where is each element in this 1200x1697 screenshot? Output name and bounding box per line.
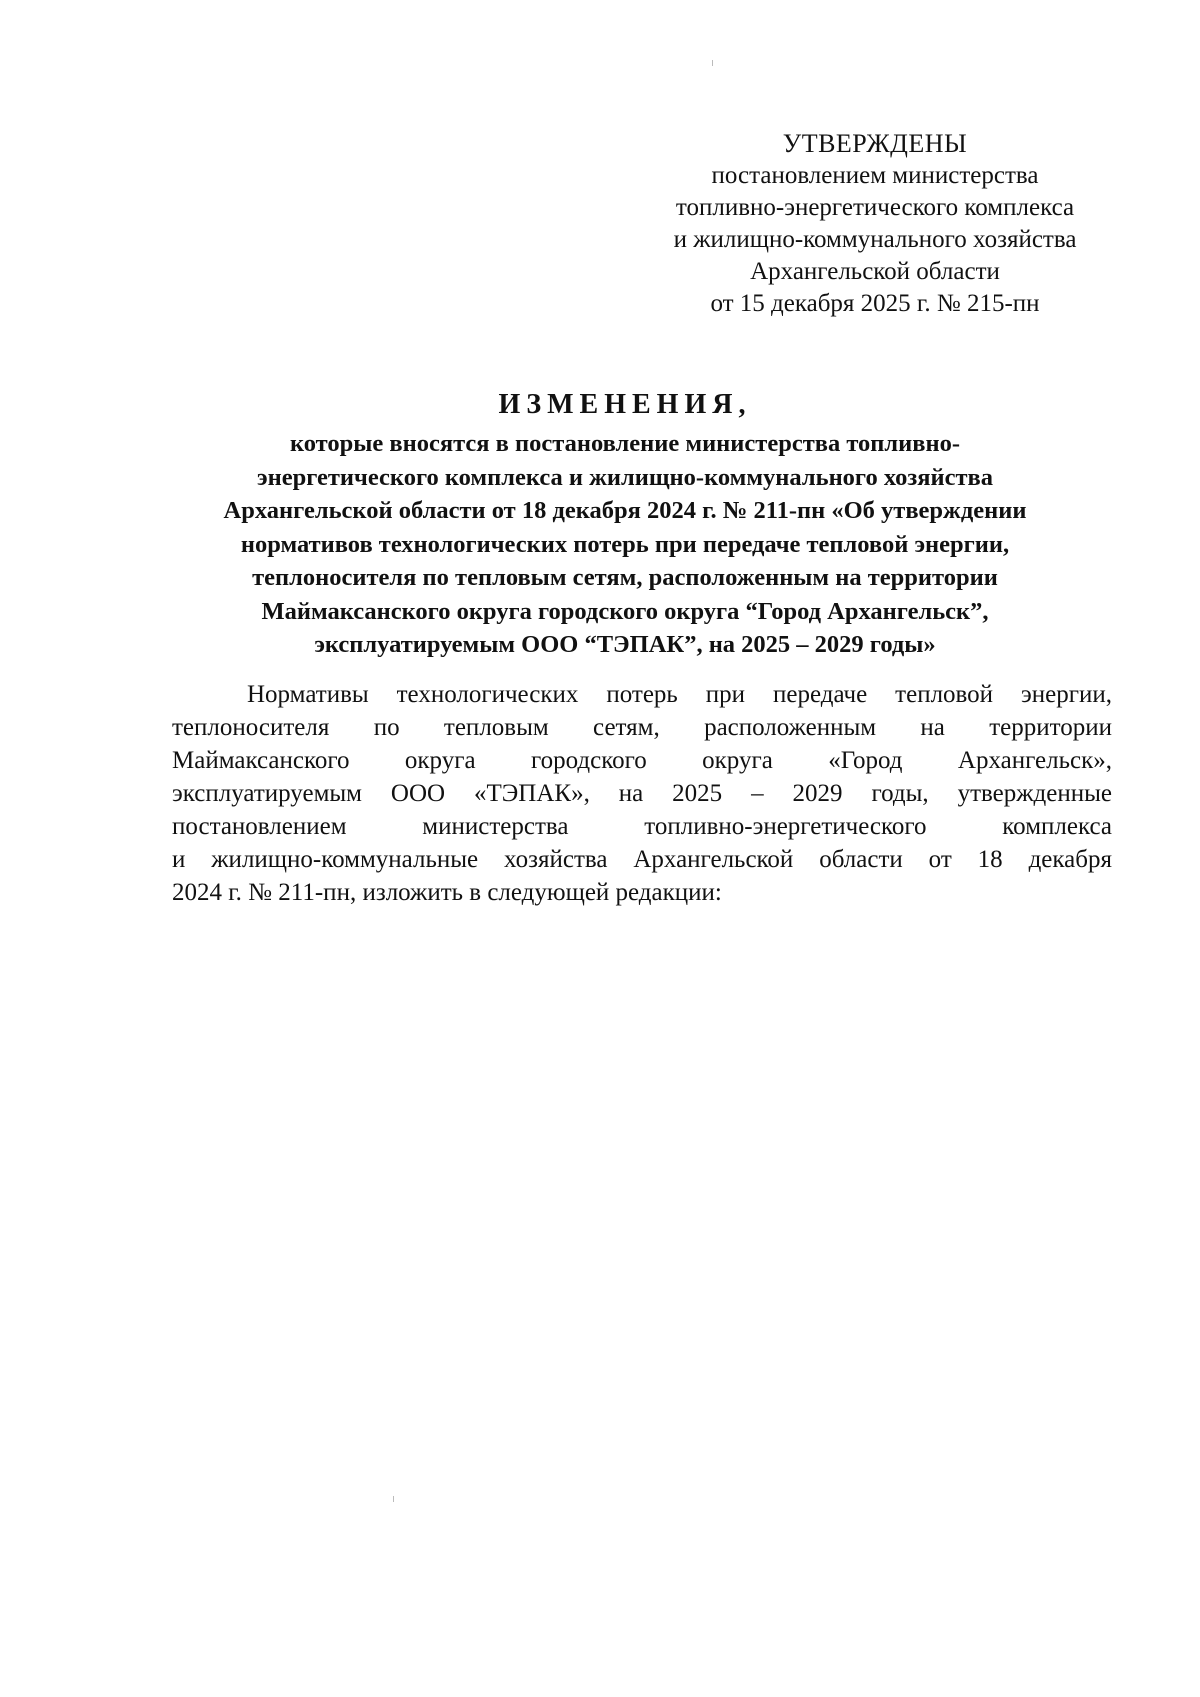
paragraph-line: постановлением министерства топливно-энергетического комплекса <box>172 813 1112 840</box>
subtitle-line: Маймаксанского округа городского округа “Город Архангельск”, <box>261 597 989 625</box>
subtitle-line: эксплуатируемым ООО “ТЭПАК”, на 2025 – 2029 годы» <box>314 631 936 658</box>
paragraph-line: Нормативы технологических потерь при передаче тепловой энергии, <box>247 681 1112 708</box>
paragraph-line: теплоносителя по тепловым сетям, расположенным на территории <box>172 714 1112 741</box>
approval-title: УТВЕРЖДЕНЫ <box>782 129 968 158</box>
subtitle-line: нормативов технологических потерь при передаче тепловой энергии, <box>240 530 1010 558</box>
approval-line: Архангельской области <box>750 258 1000 285</box>
scan-speck <box>712 60 713 66</box>
paragraph-line: Маймаксанского округа городского округа «Город Архангельск», <box>172 747 1112 774</box>
approval-line: топливно-энергетического комплекса <box>675 194 1075 221</box>
paragraph-line: 2024 г. № 211-пн, изложить в следующей редакции: <box>172 879 722 906</box>
subtitle-line: теплоносителя по тепловым сетям, расположенным на территории <box>252 564 998 591</box>
approval-line: и жилищно-коммунального хозяйства <box>673 226 1077 253</box>
scan-speck <box>393 1496 394 1502</box>
approval-line: постановлением министерства <box>711 162 1039 189</box>
paragraph-line: эксплуатируемым ООО «ТЭПАК», на 2025 – 2029 годы, утвержденные <box>172 780 1112 807</box>
paragraph-line: и жилищно-коммунальные хозяйства Архангельской области от 18 декабря <box>172 846 1112 873</box>
subtitle-line: которые вносятся в постановление министерства топливно- <box>289 430 961 457</box>
document-title: ИЗМЕНЕНИЯ, <box>498 389 752 420</box>
subtitle-line: Архангельской области от 18 декабря 2024 г. № 211-пн «Об утверждении <box>223 497 1027 524</box>
subtitle-line: энергетического комплекса и жилищно-коммунального хозяйства <box>257 463 993 491</box>
document-heading <box>160 385 1090 662</box>
approval-block <box>640 128 1110 320</box>
approval-date-line: от 15 декабря 2025 г. № 215-пн <box>710 290 1040 317</box>
body-paragraph <box>172 678 1112 909</box>
